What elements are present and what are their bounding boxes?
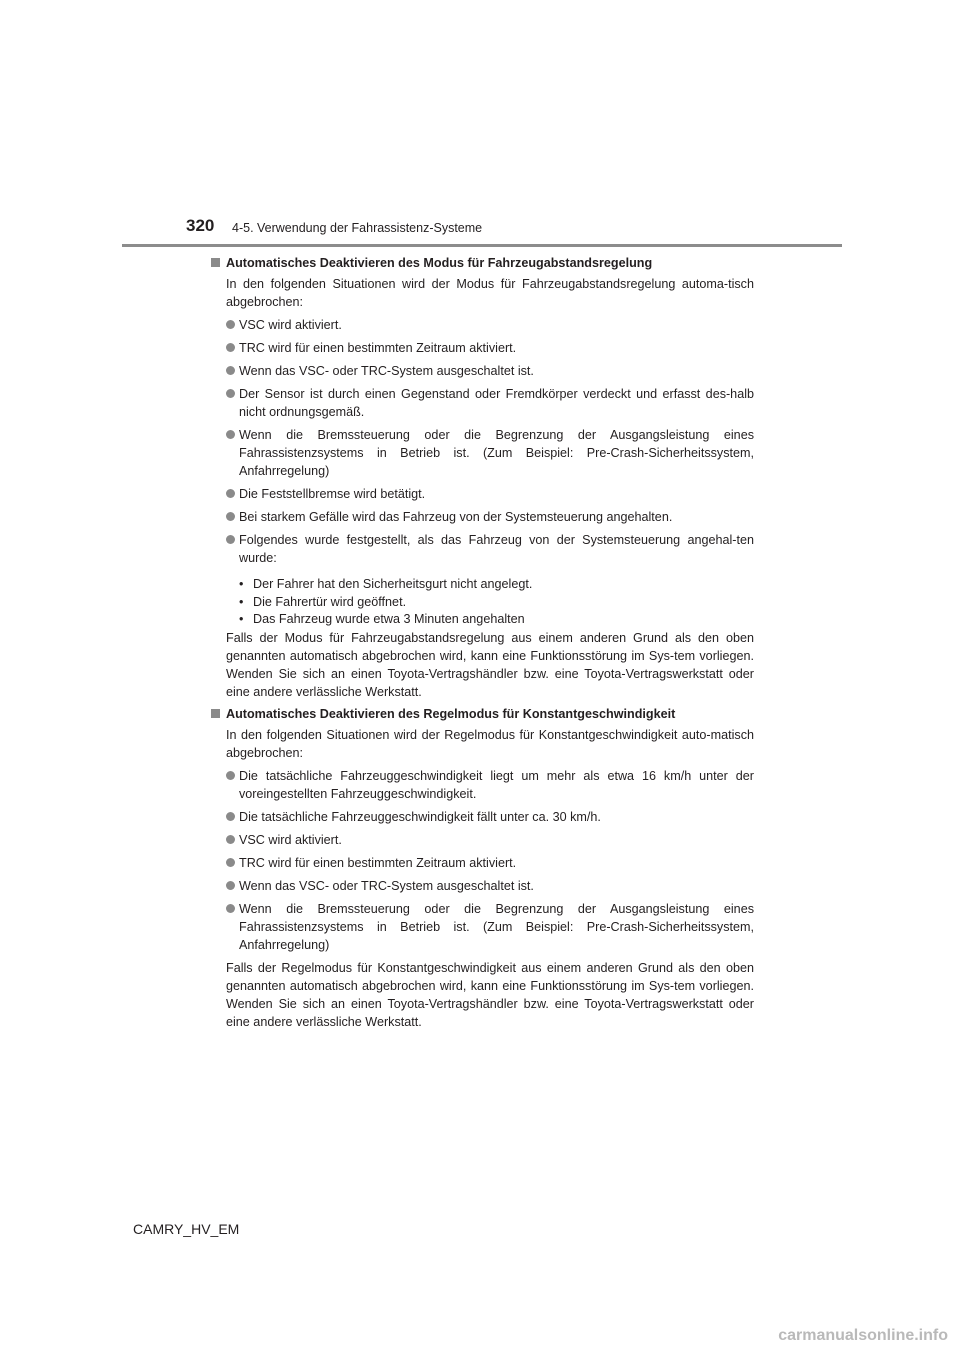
list-item: Wenn das VSC- oder TRC-System ausgeschaltet ist. (226, 877, 754, 895)
list-item: Wenn das VSC- oder TRC-System ausgeschaltet ist. (226, 362, 754, 380)
sub-list-item: • Der Fahrer hat den Sicherheitsgurt nicht angelegt. (239, 577, 533, 591)
sub-list (239, 576, 754, 629)
page-content (210, 254, 754, 1036)
sub-list-item: • Das Fahrzeug wurde etwa 3 Minuten angehalten (239, 612, 525, 626)
circle-bullet-icon (226, 320, 235, 329)
circle-bullet-icon (226, 430, 235, 439)
section-intro: In den folgenden Situationen wird der Modus für Fahrzeugabstandsregelung automa-tisch abgebrochen: (226, 277, 754, 309)
list-item: Folgendes wurde festgestellt, als das Fahrzeug von der Systemsteuerung angehal-ten wurde: (226, 531, 754, 567)
circle-bullet-icon (226, 812, 235, 821)
header-rule (122, 244, 842, 247)
circle-bullet-icon (226, 835, 235, 844)
section-heading (210, 254, 754, 272)
section-heading-text: Automatisches Deaktivieren des Modus für Fahrzeugabstandsregelung (226, 256, 653, 270)
watermark: carmanualsonline.info (778, 1327, 948, 1344)
circle-bullet-icon (226, 881, 235, 890)
circle-bullet-icon (226, 343, 235, 352)
section-heading (210, 705, 754, 723)
list-item: TRC wird für einen bestimmten Zeitraum aktiviert. (226, 854, 754, 872)
circle-bullet-icon (226, 366, 235, 375)
section-intro: In den folgenden Situationen wird der Regelmodus für Konstantgeschwindigkeit auto-matisch abgebrochen: (226, 727, 754, 760)
list-item: VSC wird aktiviert. (226, 316, 754, 334)
circle-bullet-icon (226, 512, 235, 521)
circle-bullet-icon (226, 489, 235, 498)
circle-bullet-icon (226, 389, 235, 398)
list-item: Bei starkem Gefälle wird das Fahrzeug von der Systemsteuerung angehalten. (226, 508, 754, 526)
circle-bullet-icon (226, 771, 235, 780)
list-item: Die tatsächliche Fahrzeuggeschwindigkeit liegt um mehr als etwa 16 km/h unter der voreingestellten Fahrzeuggeschwindigkeit. (226, 767, 754, 803)
list-item: Die Feststellbremse wird betätigt. (226, 485, 754, 503)
square-bullet-icon (211, 709, 220, 718)
section-heading-text: Automatisches Deaktivieren des Regelmodus für Konstantgeschwindigkeit (226, 706, 676, 721)
circle-bullet-icon (226, 858, 235, 867)
chapter-title: 4-5. Verwendung der Fahrassistenz-Systeme (232, 221, 483, 235)
list-item: Wenn die Bremssteuerung oder die Begrenzung der Ausgangsleistung eines Fahrassistenzsystems in Betrieb ist. (Zum Beispiel: Pre-Crash-Sicherheitssystem, Anfahrregelung) (226, 900, 754, 954)
list-item: Die tatsächliche Fahrzeuggeschwindigkeit fällt unter ca. 30 km/h. (226, 808, 754, 826)
list-item: Der Sensor ist durch einen Gegenstand oder Fremdkörper verdeckt und erfasst des-halb nicht ordnungsgemäß. (226, 385, 754, 421)
sub-list-item: • Die Fahrertür wird geöffnet. (239, 594, 407, 609)
circle-bullet-icon (226, 904, 235, 913)
section-closing: Falls der Modus für Fahrzeugabstandsregelung aus einem anderen Grund als den oben genannten automatisch abgebrochen wird, kann eine Funktionsstörung im Sys-tem vorliegen. Wenden Sie sich an einen Toyota-Vertragshändler bzw. eine Toyota-Vertragswerkstatt oder eine andere verlässliche Werkstatt. (226, 630, 754, 699)
section-closing: Falls der Regelmodus für Konstantgeschwindigkeit aus einem anderen Grund als den oben genannten automatisch abgebrochen wird, kann eine Funktionsstörung im Sys-tem vorliegen. Wenden Sie sich an einen Toyota-Vertragshändler bzw. eine Toyota-Vertragswerkstatt oder eine andere verlässliche Werkstatt. (226, 960, 754, 1029)
list-item: TRC wird für einen bestimmten Zeitraum aktiviert. (226, 339, 754, 357)
circle-bullet-icon (226, 535, 235, 544)
list-item: VSC wird aktiviert. (226, 831, 754, 849)
model-code: CAMRY_HV_EM (133, 1221, 240, 1237)
list-item: Wenn die Bremssteuerung oder die Begrenzung der Ausgangsleistung eines Fahrassistenzsystems in Betrieb ist. (Zum Beispiel: Pre-Crash-Sicherheitssystem, Anfahrregelung) (226, 426, 754, 480)
page-number: 320 (186, 216, 215, 235)
square-bullet-icon (211, 258, 220, 267)
